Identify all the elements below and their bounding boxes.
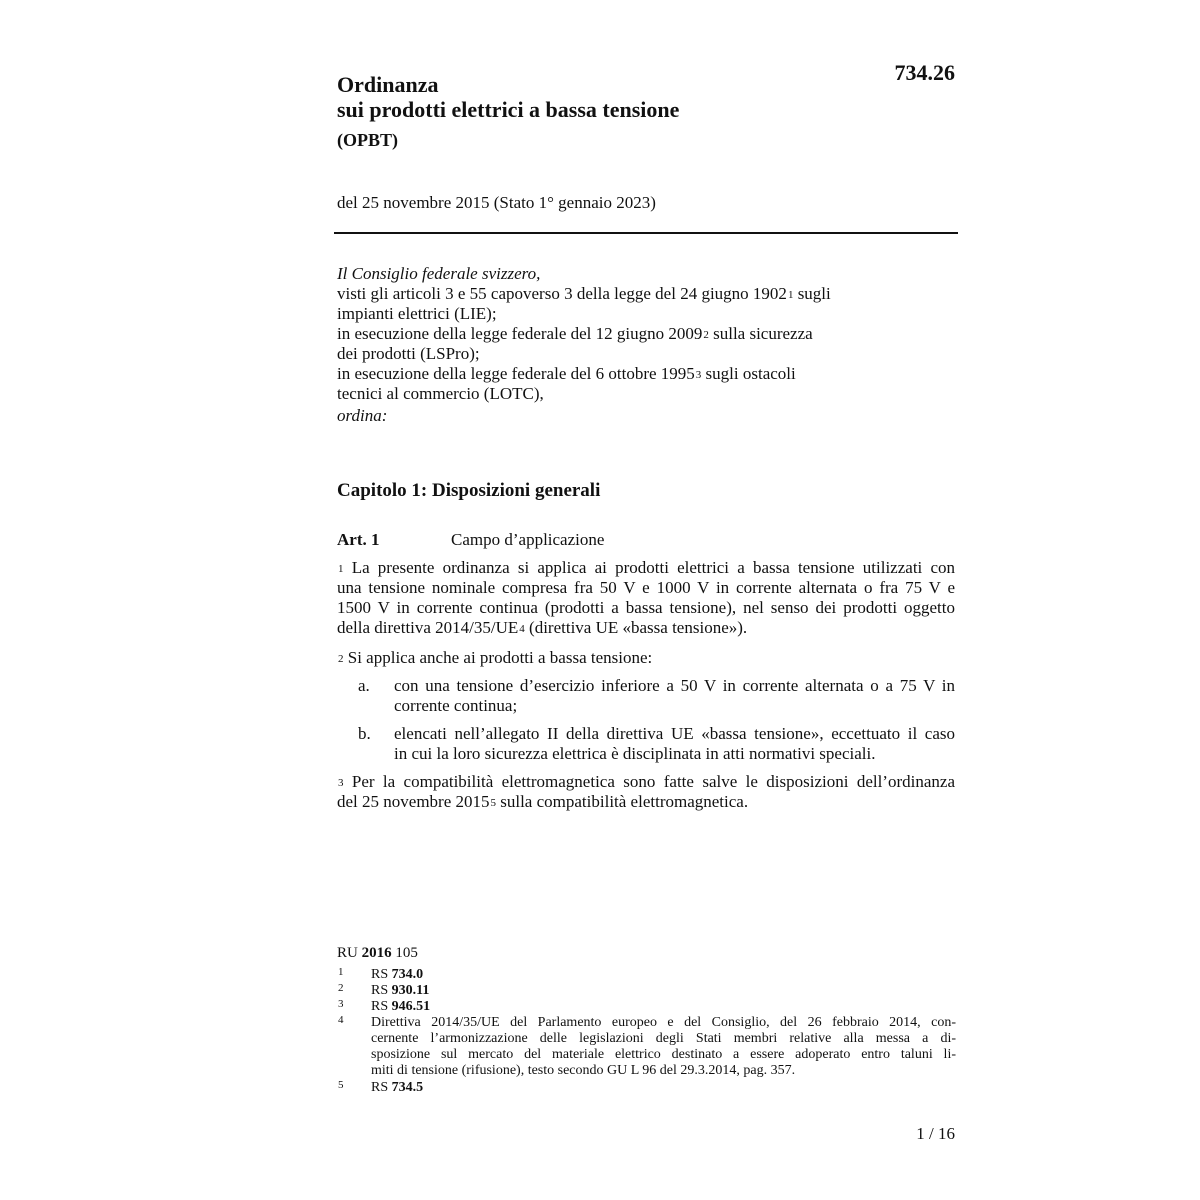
preamble-line: dei prodotti (LSPro);: [337, 344, 480, 363]
footnote-5: [371, 1080, 956, 1096]
title-line-1: Ordinanza: [337, 72, 439, 97]
paragraph-number: 3: [338, 777, 344, 789]
preamble-text: in esecuzione della legge federale del 6 ottobre 1995: [337, 364, 695, 383]
paragraph-text: La presente ordinanza si applica ai prodotti elettrici a bassa tensione utilizzati con: [343, 558, 955, 577]
preamble-decree: ordina:: [337, 406, 388, 425]
paragraph-text: una tensione nominale compresa fra 50 V e 1000 V in corrente alternata o fra 75 V e: [337, 578, 955, 597]
footnote-number-3: 3: [338, 998, 344, 1010]
paragraph-text: della direttiva 2014/35/UE: [337, 618, 519, 637]
footnote-text: cernente l’armonizzazione delle legislazioni degli Stati membri relative alla messa a di-: [371, 1031, 956, 1046]
footnote-text: Direttiva 2014/35/UE del Parlamento europeo e del Consiglio, del 26 febbraio 2014, con-: [371, 1015, 956, 1030]
footnote-link[interactable]: 930.11: [391, 983, 430, 998]
footnote-prefix: RS: [371, 967, 392, 982]
article-paragraph-1: [337, 558, 955, 638]
footnote-ref-1[interactable]: 1: [787, 289, 794, 301]
list-marker-a: a.: [358, 676, 370, 695]
article-paragraph-2: [337, 648, 955, 668]
paragraph-text: Per la compatibilità elettromagnetica sono fatte salve le disposizioni dell’ordinanza: [343, 772, 955, 791]
preamble-line: [337, 284, 897, 304]
preamble-text: in esecuzione della legge federale del 12 giugno 2009: [337, 324, 703, 343]
list-item-text: con una tensione d’esercizio inferiore a 50 V in corrente alternata o a 75 V in: [394, 676, 955, 695]
paragraph-number: 1: [338, 563, 344, 575]
footnote-link[interactable]: 946.51: [391, 999, 431, 1014]
document-abbreviation: (OPBT): [337, 130, 398, 150]
article-title: Campo d’applicazione: [451, 530, 605, 549]
footnote-number-5: 5: [338, 1079, 344, 1091]
footnote-number-4: 4: [338, 1014, 344, 1026]
footnote-text: miti di tensione (rifusione), testo secondo GU L 96 del 29.3.2014, pag. 357.: [371, 1063, 796, 1078]
paragraph-text: sulla compatibilità elettromagnetica.: [496, 792, 749, 811]
list-marker-b: b.: [358, 724, 371, 743]
header-divider: [334, 232, 958, 234]
chapter-heading: Capitolo 1: Disposizioni generali: [337, 480, 601, 501]
preamble-text: visti gli articoli 3 e 55 capoverso 3 della legge del 24 giugno 1902: [337, 284, 787, 303]
systematic-number: 734.26: [894, 60, 955, 85]
footnote-text: sposizione sul mercato del materiale elettrico destinato a essere adoperato entro taluni li-: [371, 1047, 956, 1062]
preamble-authority: Il Consiglio federale svizzero,: [337, 264, 541, 283]
footnote-prefix: RS: [371, 999, 392, 1014]
preamble-line: tecnici al commercio (LOTC),: [337, 384, 544, 403]
preamble-text: sulla sicurezza: [708, 324, 813, 343]
preamble-line: impianti elettrici (LIE);: [337, 304, 497, 323]
document-date: del 25 novembre 2015 (Stato 1° gennaio 2023): [337, 193, 656, 212]
paragraph-number: 2: [338, 653, 344, 665]
ru-year: 2016: [361, 945, 392, 961]
paragraph-text: del 25 novembre 2015: [337, 792, 490, 811]
paragraph-text: 1500 V in corrente continua (prodotti a bassa tensione), nel senso dei prodotti oggetto: [337, 598, 955, 617]
list-item-b: [394, 724, 955, 764]
title-line-2: sui prodotti elettrici a bassa tensione: [337, 97, 680, 122]
footnote-prefix: RS: [371, 1080, 392, 1095]
footnote-ref-2[interactable]: 2: [703, 329, 709, 341]
footnote-link[interactable]: 734.5: [391, 1080, 424, 1095]
list-item-text: elencati nell’allegato II della direttiva UE «bassa tensione», eccettuato il caso: [394, 724, 955, 743]
footnote-link[interactable]: 734.0: [391, 967, 424, 982]
footnote-4: [371, 1015, 956, 1079]
document-title: [337, 72, 679, 122]
paragraph-text: Si applica anche ai prodotti a bassa tensione:: [343, 648, 653, 667]
footnote-3: [371, 999, 956, 1015]
article-number: Art. 1: [337, 530, 380, 549]
footnote-prefix: RS: [371, 983, 392, 998]
footnote-2: [371, 983, 956, 999]
footnote-1: [371, 967, 956, 983]
official-compilation-ref: [337, 945, 418, 962]
footnote-ref-5[interactable]: 5: [490, 797, 496, 809]
page-number: 1 / 16: [916, 1124, 955, 1143]
paragraph-text: (direttiva UE «bassa tensione»).: [524, 618, 748, 637]
footnote-ref-3[interactable]: 3: [695, 369, 702, 381]
preamble-text: sugli ostacoli: [701, 364, 796, 383]
list-item-text: corrente continua;: [394, 696, 518, 715]
preamble-line: [337, 364, 897, 384]
preamble-line: [337, 324, 897, 344]
preamble-text: sugli: [793, 284, 831, 303]
preamble: [337, 264, 897, 426]
footnote-ref-4[interactable]: 4: [519, 623, 525, 635]
article-paragraph-3: [337, 772, 955, 812]
list-item-a: [394, 676, 955, 716]
list-item-text: in cui la loro sicurezza elettrica è disciplinata in atti normativi speciali.: [394, 744, 876, 763]
ru-page: 105: [391, 945, 418, 961]
footnote-number-1: 1: [338, 966, 344, 978]
ru-prefix: RU: [337, 945, 362, 961]
footnote-number-2: 2: [338, 982, 344, 994]
